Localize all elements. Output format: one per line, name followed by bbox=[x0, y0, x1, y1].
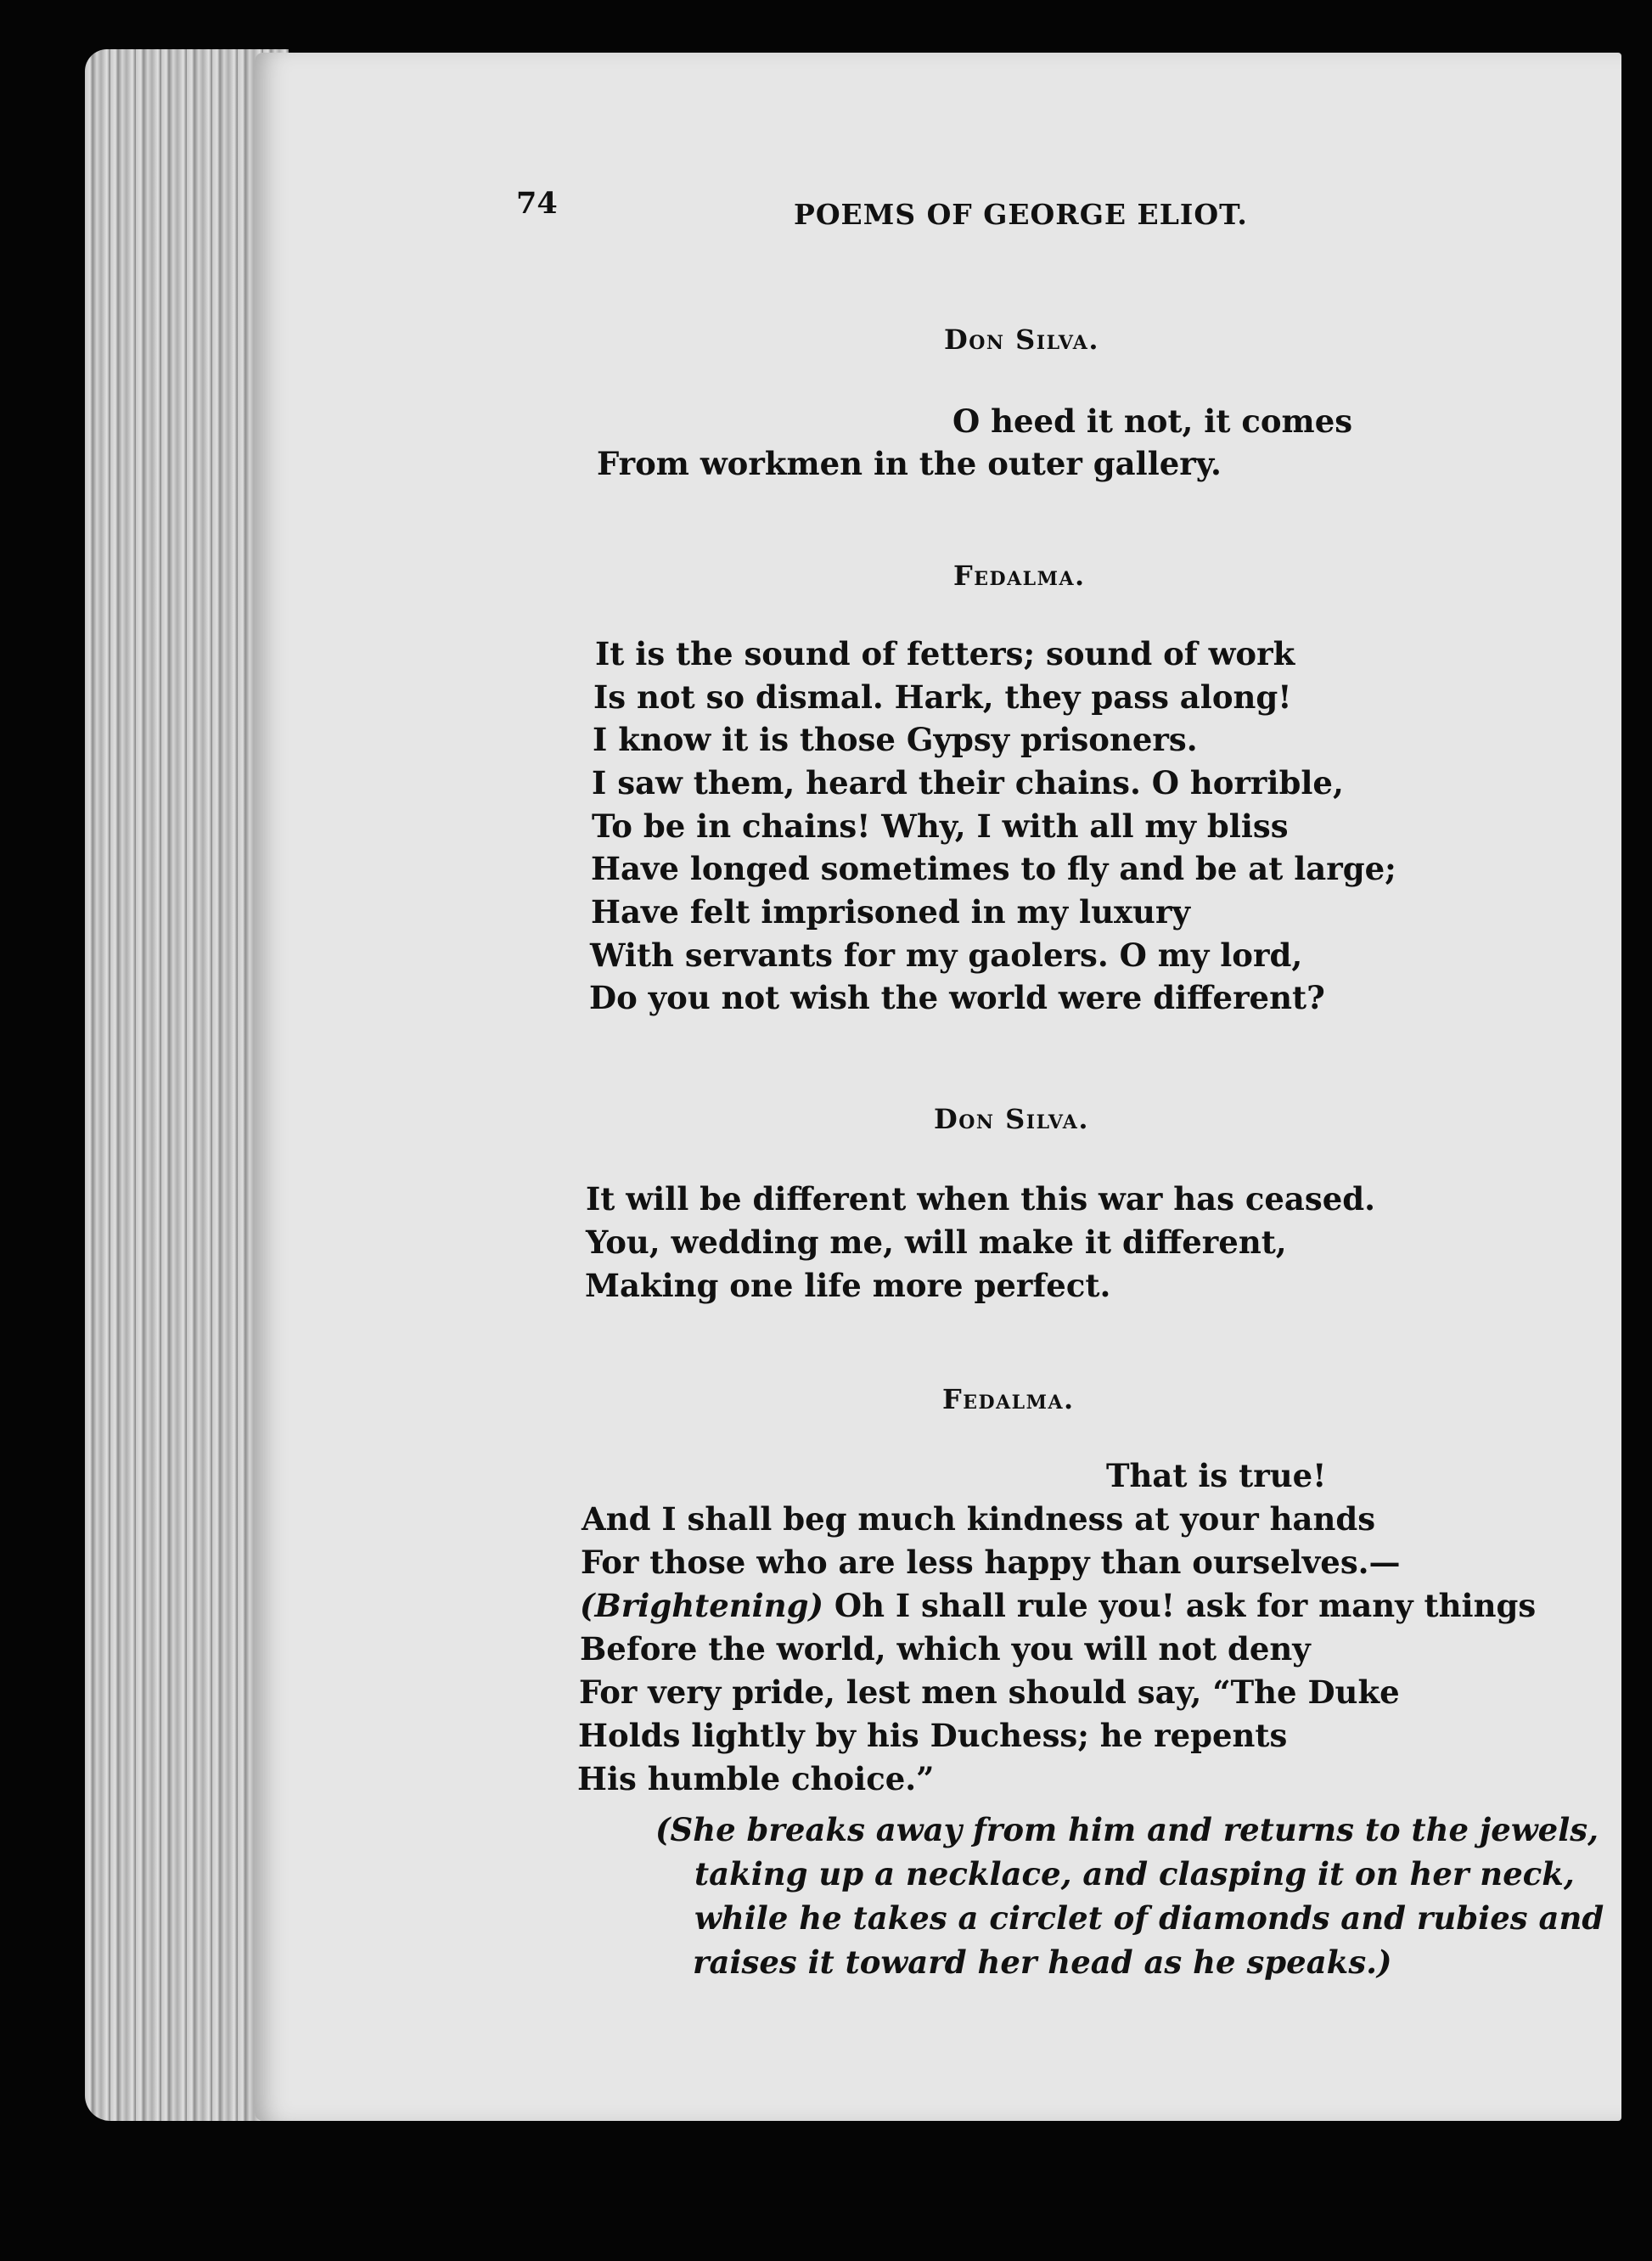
page-number: 74 bbox=[516, 186, 558, 221]
verse-line: From workmen in the outer gallery. bbox=[597, 445, 1222, 482]
verse-line: Have longed sometimes to fly and be at large; bbox=[591, 850, 1396, 887]
verse-line: O heed it not, it comes bbox=[952, 402, 1353, 440]
verse-line: With servants for my gaolers. O my lord, bbox=[590, 936, 1303, 974]
verse-line: For those who are less happy than ourselves.— bbox=[581, 1544, 1401, 1581]
speaker-don-silva: Don Silva. bbox=[944, 323, 1099, 356]
verse-line: That is true! bbox=[1106, 1457, 1327, 1494]
verse-line: To be in chains! Why, I with all my bliss bbox=[592, 807, 1289, 845]
verse-line: I saw them, heard their chains. O horrible, bbox=[592, 764, 1344, 801]
verse-line: And I shall beg much kindness at your hands bbox=[582, 1500, 1376, 1538]
verse-line: Is not so dismal. Hark, they pass along! bbox=[593, 678, 1292, 716]
verse-line: Making one life more perfect. bbox=[585, 1267, 1111, 1304]
running-title: POEMS OF GEORGE ELIOT. bbox=[794, 198, 1248, 231]
verse-line: Have felt imprisoned in my luxury bbox=[591, 893, 1190, 931]
stage-direction-inline: (Brightening) bbox=[580, 1587, 823, 1624]
verse-line: I know it is those Gypsy prisoners. bbox=[593, 721, 1198, 758]
verse-line: It is the sound of fetters; sound of work bbox=[595, 635, 1295, 672]
verse-line bbox=[580, 1587, 1537, 1624]
verse-line: For very pride, lest men should say, “The Duke bbox=[579, 1673, 1400, 1711]
verse-line: Do you not wish the world were different? bbox=[589, 979, 1325, 1016]
stage-direction: taking up a necklace, and clasping it on her neck, bbox=[694, 1855, 1575, 1893]
stage-direction: while he takes a circlet of diamonds and rubies and bbox=[694, 1899, 1604, 1937]
verse-line: Before the world, which you will not deny bbox=[580, 1630, 1311, 1668]
verse-line: His humble choice.” bbox=[577, 1760, 935, 1797]
stage-direction: raises it toward her head as he speaks.) bbox=[693, 1943, 1392, 1981]
speaker-don-silva: Don Silva. bbox=[934, 1103, 1089, 1135]
verse-line: Holds lightly by his Duchess; he repents bbox=[578, 1717, 1288, 1754]
speaker-fedalma: Fedalma. bbox=[953, 560, 1086, 592]
verse-line-text: Oh I shall rule you! ask for many things bbox=[823, 1587, 1537, 1624]
verse-line: You, wedding me, will make it different, bbox=[586, 1223, 1287, 1261]
stage-direction: (She breaks away from him and returns to the jewels, bbox=[655, 1811, 1599, 1848]
speaker-fedalma: Fedalma. bbox=[942, 1383, 1075, 1415]
verse-line: It will be different when this war has ceased. bbox=[586, 1180, 1376, 1218]
